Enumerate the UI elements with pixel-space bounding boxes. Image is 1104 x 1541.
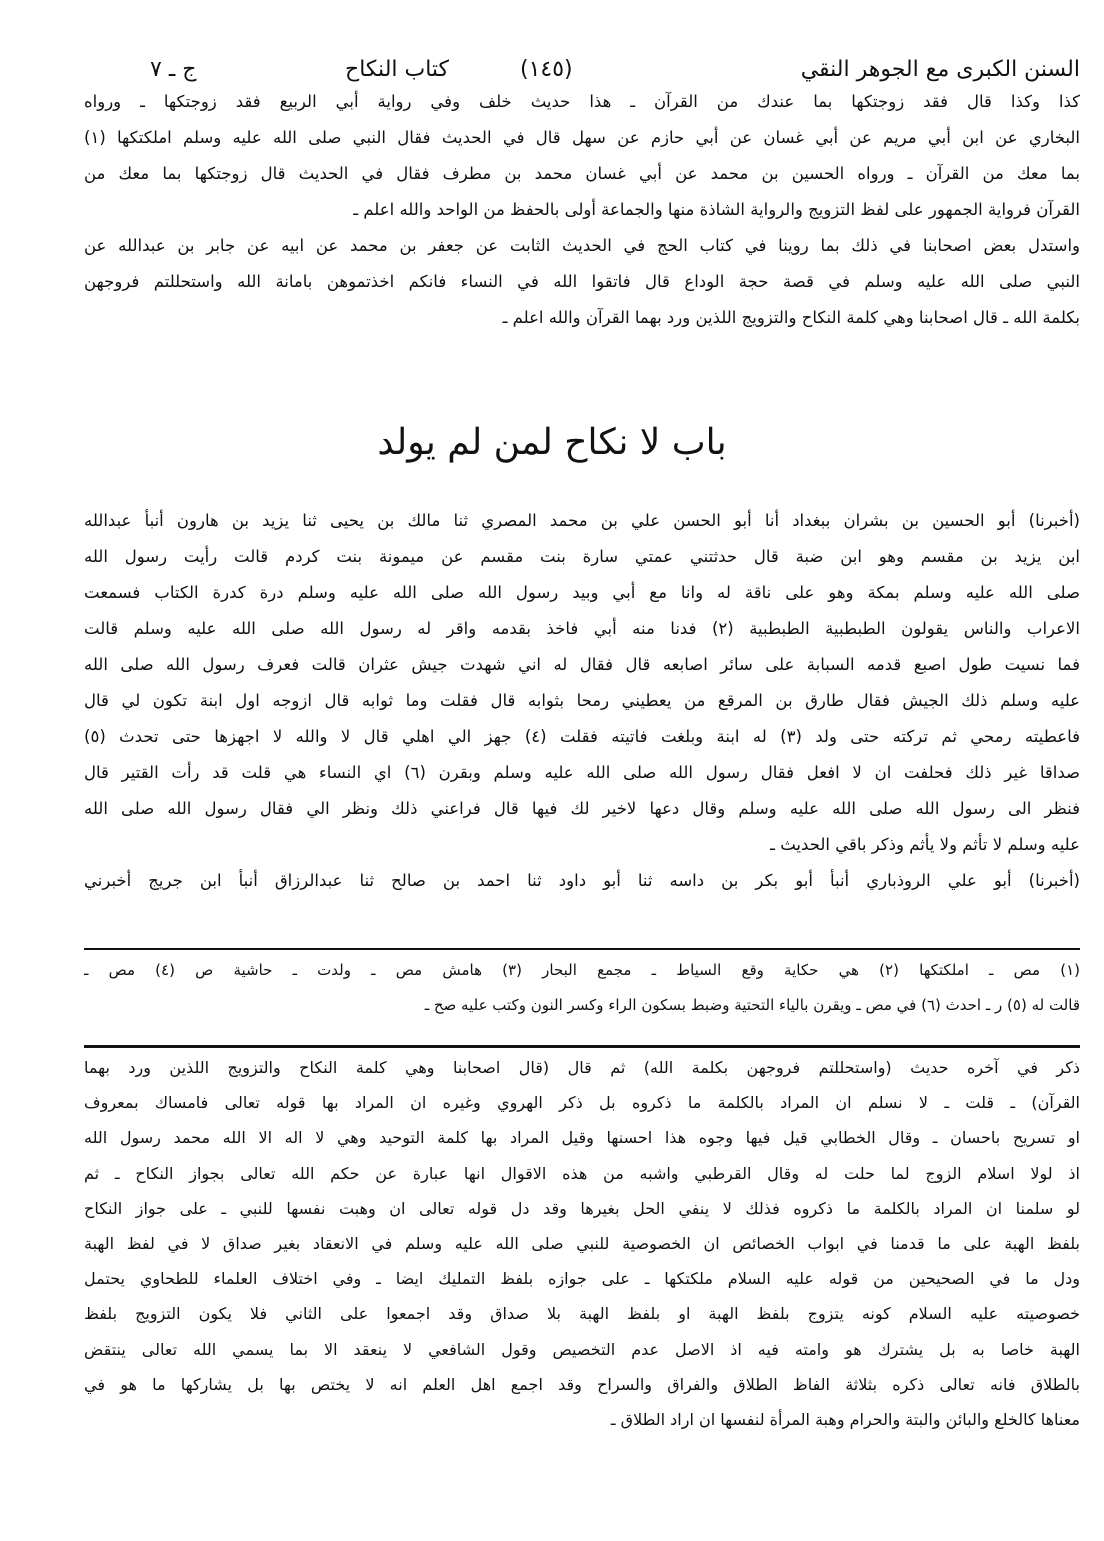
commentary-line: بالطلاق فانه تعالى ذكره بثلاثة الفاظ الطلاق والفراق والسراح وقد اجمع اهل العلم انه لا يختص بها بل يشاركها ما هو في (84, 1374, 1080, 1394)
text-line: القرآن فرواية الجمهور على لفظ التزويج والرواية الشاذة منها والجماعة أولى بالحفظ من الواحد والله اعلم ـ (353, 200, 1080, 219)
text-line: البخاري عن ابن أبي مريم عن أبي غسان عن أبي حازم عن سهل قال في الحديث فقال النبي صلى الله عليه وسلم املكتكها (١) (84, 128, 1080, 147)
commentary-line: ودل ما في الصحيحين من قوله عليه السلام ملكتكها ـ على جوازه بلفظ التمليك ايضا ـ وفي اختلاف العلماء للطحاوي يحتمل (84, 1269, 1080, 1289)
text-line: كذا وكذا قال فقد زوجتكها بما عندك من القرآن ـ هذا حديث خلف وفي رواية أبي الربيع فقد زوجتكها ـ ورواه (84, 92, 1080, 111)
commentary-line: اذ لولا اسلام الزوج لما حلت له وقال القرطبي واشبه من هذه الاقوال انها عبارة عن حكم الله تعالى بجواز النكاح ـ ثم (84, 1163, 1080, 1183)
text-line: صداقا غير ذلك فحلفت ان لا افعل فقال رسول الله صلى الله عليه وسلم وبقرن (٦) اي النساء هي قلت قد رأت القتير قال (84, 763, 1080, 782)
text-line: واستدل بعض اصحابنا في ذلك بما روينا في كتاب الحج في الحديث الثابت عن جعفر بن محمد عن ابيه عن جابر بن عبدالله عن (84, 236, 1080, 255)
text-line: فنظر الى رسول الله صلى الله عليه وسلم وقال دعها لاخير لك فيها قال فراعني ذلك ونظر الي فقال رسول الله صلى الله (84, 799, 1080, 818)
footnote-line: (١) مص ـ املكتكها (٢) هي حكاية وقع السياط ـ مجمع البحار (٣) هامش مص ـ ولدت ـ حاشية ص (٤) مص ـ (84, 961, 1080, 979)
commentary-line: لو سلمنا ان المراد بالكلمة ما ذكروه فذلك لا ينفي الحل بغيرها وقد دل قوله تعالى ان وهبت نفسها للنبي ـ على جواز النكاح (84, 1198, 1080, 1218)
footnote-divider (84, 948, 1080, 950)
commentary-line: خصوصيته عليه السلام كونه يتزوج بلفظ الهبة او بلفظ الهبة بلا صداق وقد اجمعوا على الثاني فلا يكون التزويج بلفظ (84, 1304, 1080, 1324)
text-line: بما معك من القرآن ـ ورواه الحسين بن محمد عن أبي غسان محمد بن مطرف فقال في الحديث قال زوجتكها بما معك من (84, 164, 1080, 183)
section-heading: باب لا نكاح لمن لم يولد (377, 422, 727, 463)
text-line: عليه وسلم ذلك الجيش فقال طارق بن المرقع من يعطيني رمحا بثوابه قال فقلت وما ثوابه قال ازوجه اول ابنة تكون لي قال (84, 691, 1080, 710)
volume-number: ج ـ ٧ (150, 57, 197, 82)
text-line: (أخبرنا) أبو الحسين بن بشران ببغداد أنا أبو الحسن علي بن محمد المصري ثنا مالك بن يحيى ثنا يزيد بن هارون أنبأ عبدالله (84, 511, 1080, 530)
page-number: (١٤٥) (520, 57, 573, 82)
commentary-line: القرآن) ـ قلت ـ لا نسلم ان المراد بالكلمة ما ذكروه بل ذكر الهروي وغيره ان المراد بها قوله تعالى فامساك بمعروف (84, 1093, 1080, 1113)
commentary-line: بلفظ الهبة على ما قدمنا في ابواب الخصائص ان الخصوصية للنبي صلى الله عليه وسلم في الانعقاد بغير صداق لا في لفظ الهبة (84, 1233, 1080, 1253)
commentary-block (84, 1050, 1080, 1437)
commentary-line: الهبة خاصا به بل يشترك هو وامته فيه اذ الاصل عدم التخصيص وقول الشافعي لا ينعقد الا بما يسمي الله تعالى ينتقض (84, 1339, 1080, 1359)
text-line: صلى الله عليه وسلم بمكة وهو على ناقة له وانا مع أبي وبيد رسول الله صلى الله عليه وسلم درة كدرة الكتاب فسمعت (84, 583, 1080, 602)
commentary-line: او تسريح باحسان ـ وقال الخطابي قيل فيها وجوه هذا احسنها وقيل المراد بها كلمة التوحيد وهي لا اله الا الله محمد رسول الله (84, 1128, 1080, 1148)
footnote-line: قالت له (٥) ر ـ احدث (٦) في مص ـ ويقرن بالياء التحتية وضبط بسكون الراء وكسر النون وكتب عليه صح ـ (424, 996, 1080, 1014)
text-line: النبي صلى الله عليه وسلم في قصة حجة الوداع قال فاتقوا الله في النساء فانكم اخذتموهن بامانة الله واستحللتم فروجهن (84, 272, 1080, 291)
text-line: ابن يزيد بن مقسم وهو ابن ضبة قال حدثتني عمتي سارة بنت مقسم عن ميمونة بنت كردم قالت رأيت رسول الله (84, 547, 1080, 566)
commentary-line: ذكر في آخره حديث (واستحللتم فروجهن بكلمة الله) ثم قال (قال اصحابنا وهي كلمة النكاح والتزويج اللذين ورد بهما (84, 1058, 1080, 1077)
chapter-title: كتاب النكاح (345, 57, 450, 82)
footnotes-block (84, 953, 1080, 1023)
text-line: عليه وسلم لا تأثم ولا يأثم وذكر باقي الحديث ـ (770, 835, 1080, 854)
text-line: بكلمة الله ـ قال اصحابنا وهي كلمة النكاح والتزويج اللذين ورد بهما القرآن والله اعلم ـ (502, 308, 1080, 327)
running-book-title: السنن الكبرى مع الجوهر النقي (800, 57, 1080, 82)
section-text-block (84, 503, 1080, 899)
commentary-line: معناها كالخلع والبائن والبتة والحرام وهبة المرأة لنفسها ان اراد الطلاق ـ (610, 1409, 1080, 1429)
text-line: فما نسيت طول اصبع قدمه السبابة على سائر اصابعه قال فقال له اني شهدت جيش عثران قالت فعرف رسول الله صلى الله (84, 655, 1080, 674)
text-line: فاعطيته رمحي ثم تركته حتى ولد (٣) له ابنة وبلغت فاتيته فقلت (٤) جهز الي اهلي قال لا والله لا اجهزها حتى تحدث (٥) (84, 727, 1080, 746)
top-text-block (84, 84, 1080, 336)
text-line: الاعراب والناس يقولون الطبطبية الطبطبية (٢) فدنا منه أبي فاخذ بقدمه واقر له رسول الله صلى الله عليه وسلم قالت (84, 619, 1080, 638)
commentary-divider (84, 1045, 1080, 1048)
text-line: (أخبرنا) أبو علي الروذباري أنبأ أبو بكر بن داسه ثنا أبو داود ثنا احمد بن صالح ثنا عبدالرزاق أنبأ ابن جريج أخبرني (84, 871, 1080, 890)
